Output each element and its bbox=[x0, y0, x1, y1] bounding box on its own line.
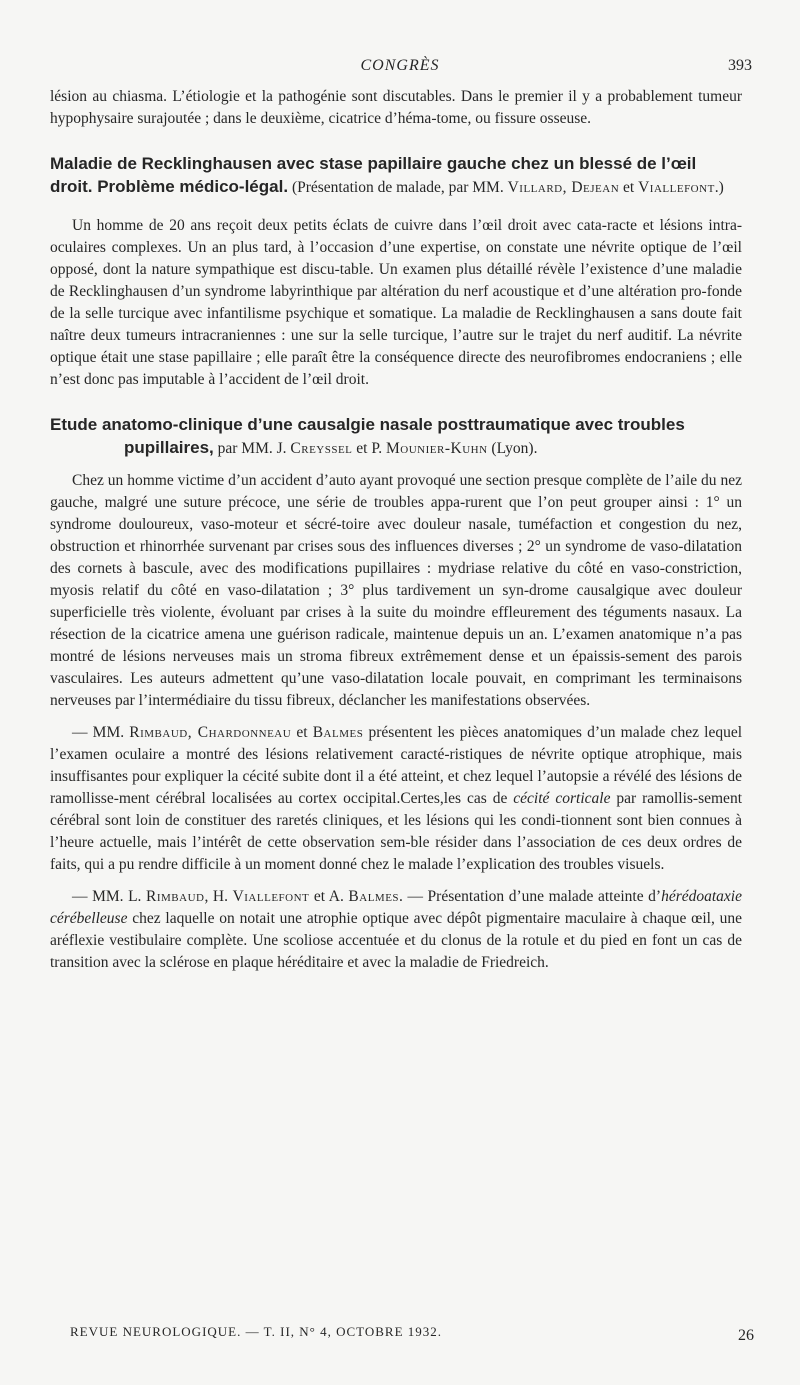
article-presenters: (Présentation de malade, par MM. Villard, Dejean et Viallefont.) bbox=[288, 179, 724, 196]
running-head: CONGRÈS bbox=[360, 57, 440, 74]
article-body-heredoataxie: — MM. L. Rimbaud, H. Viallefont et A. Balmes. — Présentation d’une malade atteinte d’hérédoataxie cérébelleuse chez laquelle on notait une atrophie optique avec dépôt pigmentaire maculaire à chaque œil, une aréflexie vestibulaire complète. Une scoliose accentuée et du clonus de la rotule et du pied en font un cas de transition avec la sclérose en plaque héréditaire et avec la maladie de Friedreich. bbox=[50, 888, 742, 971]
sheet-number: 26 bbox=[738, 1327, 754, 1344]
article-body-recklinghausen: Un homme de 20 ans reçoit deux petits éclats de cuivre dans l’œil droit avec cata-racte et lésions intra-oculaires complexes. Un an plus tard, à l’occasion d’une expertise, on constate une névrite optique de l’œil opposé, dont la nature sympathique est discu-table. Un examen plus détaillé révèle l’existence d’une maladie de Recklinghausen d’un syndrome labyrinthique par altération du nerf acoustique et d’une altération pro-fonde de la selle turcique avec infantilisme psychique et somatique. La maladie de Recklinghausen a sans doute fait naître deux tumeurs intracraniennes : une sur la selle turcique, l’autre sur le trajet du nerf auditif. La névrite optique était une stase papillaire ; elle paraît être la conséquence directe des neurofibromes endocraniens ; elle n’est donc pas imputable à l’accident de l’œil droit. bbox=[50, 217, 742, 388]
author-name: Rimbaud bbox=[146, 888, 205, 905]
italic-term: cécité corticale bbox=[513, 790, 611, 807]
journal-footer: REVUE NEUROLOGIQUE. — T. II, N° 4, OCTOBRE 1932. bbox=[70, 1324, 443, 1339]
article-body-cecite: — MM. Rimbaud, Chardonneau et Balmes présentent les pièces anatomiques d’un malade chez lequel l’examen oculaire a montré des lésions relativement caracté-ristiques de névrite optique atrophique, mais insuffisantes pour expliquer la cécité subite dont il a été atteint, et chez lequel l’autopsie a révélé des lésions de ramollisse-ment cérébral localisées au cortex occipital.Certes,les cas de cécité corticale par ramollis-sement cérébral sont loin de constituer des raretés cliniques, et les lésions qui les condi-tionnent sont bien connues à l’heure actuelle, mais l’intérêt de cette observation sem-ble résider dans l’association de ces deux ordres de faits, qui a pu rendre difficile à un moment donné chez le malade l’explication des troubles visuels. bbox=[50, 724, 743, 873]
author-name: Viallefont bbox=[232, 888, 310, 905]
article-body-causalgie: Chez un homme victime d’un accident d’auto ayant provoqué une section presque complète de l’aile du nez gauche, malgré une suture précoce, une série de troubles appa-rurent que l’on peut grouper ainsi : 1° un syndrome douloureux, vaso-moteur et sécré-toire avec douleur nasale, tuméfaction et congestion du nez, obstruction et rhinorrhée survenant par crises sous des influences diverses ; 2° un syndrome de vaso-dilatation des cornets à bascule, avec des modifications pupillaires : mydriase relative du côté en vaso-constriction, myosis relatif du côté en vaso-dilatation ; 3° plus tardivement un syn-drome causalgique avec douleur superficielle très violente, évoluant par crises à la suite du moindre effleurement des téguments nasaux. La résection de la cicatrice amena une guérison radicale, maintenue depuis un an. L’examen anatomique n’a pas montré de lésions nerveuses mais un stroma fibreux extrêmement dense et un épaissis-sement des parois vasculaires. Les auteurs admettent qu’une vaso-dilatation locale pouvait, en comprimant les terminaisons nerveuses par l’intermédiaire du tissu fibreux, déclancher les manifestations observées. bbox=[50, 472, 742, 709]
author-name: Balmes bbox=[312, 724, 364, 741]
author-name: Mounier-Kuhn bbox=[386, 440, 488, 457]
article-title-causalgie bbox=[50, 413, 742, 460]
article-presenters: par MM. J. Creyssel et P. Mounier-Kuhn (Lyon). bbox=[213, 440, 538, 457]
author-name: Balmes bbox=[348, 888, 400, 905]
article-title-line-1: Etude anatomo-clinique d’une causalgie nasale posttraumatique avec troubles bbox=[50, 415, 685, 434]
author-name: Viallefont bbox=[638, 179, 715, 196]
page-body bbox=[50, 86, 742, 974]
page-number: 393 bbox=[728, 57, 752, 74]
author-name: Creyssel bbox=[290, 440, 353, 457]
author-names: Villard, Dejean bbox=[507, 179, 620, 196]
italic-term: hérédoataxie cérébelleuse bbox=[50, 888, 742, 927]
author-names: Rimbaud, Chardonneau bbox=[129, 724, 292, 741]
intro-paragraph: lésion au chiasma. L’étiologie et la pathogénie sont discutables. Dans le premier il y a probablement tumeur hypophysaire surajoutée ; dans le deuxième, cicatrice d’héma-tome, ou fissure osseuse. bbox=[50, 88, 742, 127]
article-title-text: Maladie de Recklinghausen avec stase papillaire gauche chez un blessé de l’œil droit. Problème médico-légal. bbox=[50, 154, 697, 196]
article-title-recklinghausen bbox=[50, 152, 742, 199]
article-title-line-2: pupillaires, bbox=[124, 438, 214, 457]
